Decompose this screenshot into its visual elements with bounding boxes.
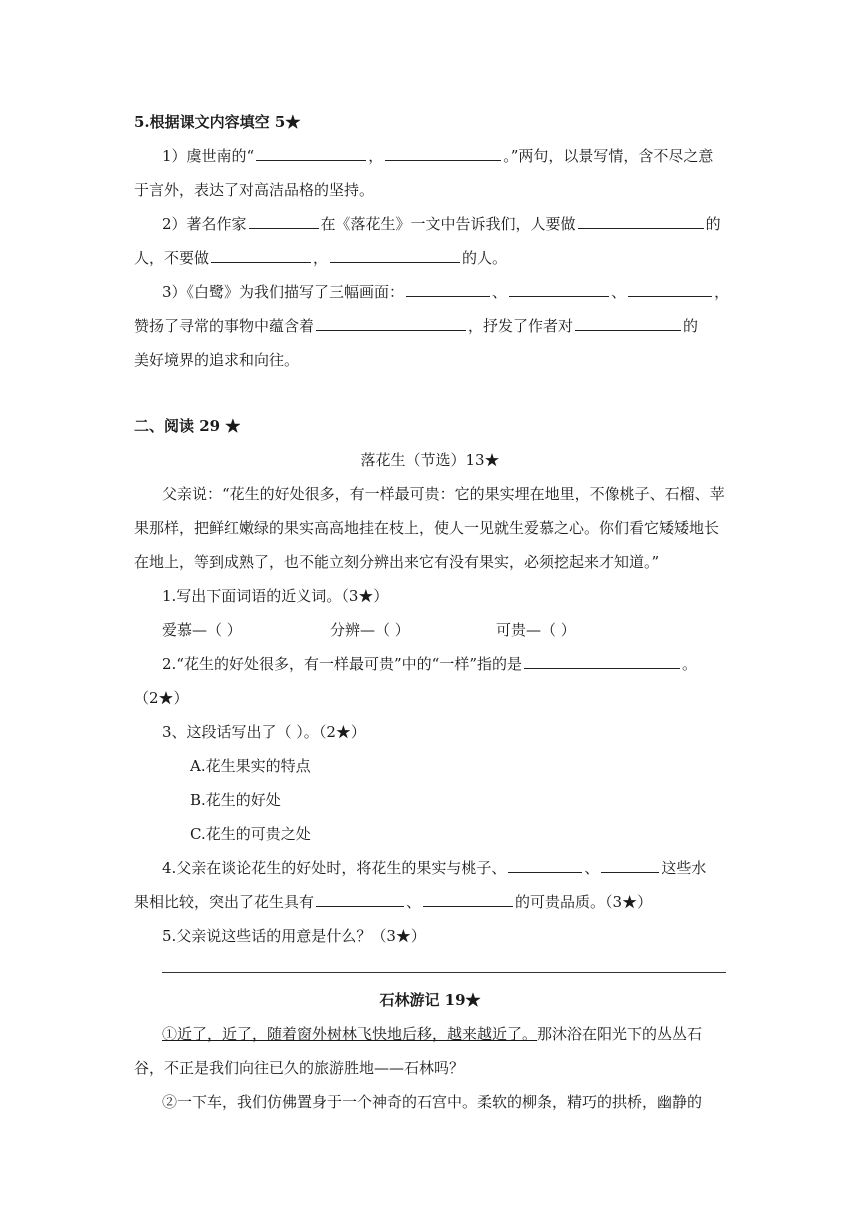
fill-q3-line3: 美好境界的追求和向往。	[134, 351, 300, 369]
q2-text: ，	[313, 249, 329, 267]
q3-text: ，	[714, 283, 730, 301]
question-4-line2	[134, 892, 652, 912]
answer-blank[interactable]	[211, 248, 311, 263]
q4-text: 果相比较，突出了花生具有	[134, 893, 315, 911]
q4-text: 、	[584, 859, 600, 877]
q4-text: 4.父亲在谈论花生的好处时，将花生的果实与桃子、	[162, 859, 507, 877]
passage1-line: 父亲说：“花生的好处很多，有一样最可贵：它的果实埋在地里，不像桃子、石榴、苹	[162, 485, 725, 503]
passage1-title: 落花生（节选）13★	[360, 451, 500, 469]
answer-blank[interactable]	[330, 248, 460, 263]
q3-text: 、	[492, 283, 508, 301]
answer-blank[interactable]	[406, 282, 490, 297]
synonym-item: 可贵—（ ）	[496, 621, 576, 639]
question-1: 1.写出下面词语的近义词。（3★）	[162, 587, 389, 605]
question-5: 5.父亲说这些话的用意是什么？（3★）	[162, 927, 426, 945]
synonym-item: 分辨—（ ）	[330, 621, 410, 639]
q2-text: 的	[705, 215, 721, 233]
answer-blank[interactable]	[316, 316, 466, 331]
option-b[interactable]: B.花生的好处	[190, 791, 281, 809]
answer-blank[interactable]	[578, 214, 704, 229]
q4-text: 的可贵品质。（3★）	[515, 893, 653, 911]
option-c[interactable]: C.花生的可贵之处	[190, 825, 311, 843]
section-5-title: 5.根据课文内容填空 5★	[134, 113, 301, 131]
q1-text: 。”两句，以景写情，含不尽之意	[503, 147, 714, 165]
passage2-line: ②一下车，我们仿佛置身于一个神奇的石宫中。柔软的柳条，精巧的拱桥，幽静的	[162, 1093, 703, 1111]
q2-text: 2）著名作家	[162, 215, 247, 233]
q2-text: 。	[682, 655, 698, 673]
answer-blank[interactable]	[628, 282, 712, 297]
q2-text: 在《落花生》一文中告诉我们，人要做	[320, 215, 576, 233]
q3-text: 3）《白鹭》为我们描写了三幅画面：	[162, 283, 405, 301]
answer-blank[interactable]	[256, 146, 366, 161]
passage2-line	[162, 1024, 702, 1044]
answer-blank[interactable]	[575, 316, 681, 331]
q2-text: 的人。	[462, 249, 508, 267]
question-2-score: （2★）	[134, 689, 189, 707]
fill-q3-line2	[134, 316, 698, 336]
q1-text: ，	[368, 147, 384, 165]
passage2-line: 谷，不正是我们向往已久的旅游胜地——石林吗？	[134, 1059, 465, 1077]
q3-text: 、	[611, 283, 627, 301]
question-4	[162, 858, 706, 878]
fill-q3-line1	[162, 282, 729, 302]
q4-text: 、	[406, 893, 422, 911]
fill-q1-line2: 于言外，表达了对高洁品格的坚持。	[134, 181, 375, 199]
option-a[interactable]: A.花生果实的特点	[190, 757, 311, 775]
passage1-line: 在地上，等到成熟了，也不能立刻分辨出来它有没有果实，必须挖起来才知道。”	[134, 553, 660, 571]
q3-text: 赞扬了寻常的事物中蕴含着	[134, 317, 315, 335]
question-3: 3、这段话写出了（ ）。（2★）	[162, 723, 366, 741]
q2-text: 人，不要做	[134, 249, 210, 267]
fill-q1-line1	[162, 146, 713, 166]
q1-text: 1）虞世南的“	[162, 147, 255, 165]
passage2-text: 那沐浴在阳光下的丛丛石	[537, 1025, 703, 1043]
answer-blank[interactable]	[509, 282, 609, 297]
underlined-sentence: ①近了，近了，随着窗外树林飞快地后移，越来越近了。	[162, 1025, 538, 1043]
synonym-item: 爱慕—（ ）	[162, 621, 242, 639]
q3-text: ，抒发了作者对	[468, 317, 574, 335]
answer-blank[interactable]	[249, 214, 319, 229]
fill-q2-line2	[134, 248, 507, 268]
q4-text: 这些水	[661, 859, 707, 877]
passage1-line: 果那样，把鲜红嫩绿的果实高高地挂在枝上，使人一见就生爱慕之心。你们看它矮矮地长	[134, 519, 720, 537]
q2-text: 2.“花生的好处很多，有一样最可贵”中的“一样”指的是	[162, 655, 522, 673]
reading-heading: 二、阅读 29 ★	[134, 417, 241, 435]
q3-text: 的	[683, 317, 699, 335]
passage2-title: 石林游记 19★	[379, 991, 481, 1009]
fill-q2-line1	[162, 214, 721, 234]
answer-blank[interactable]	[385, 146, 501, 161]
answer-blank[interactable]	[601, 858, 659, 873]
answer-line[interactable]	[162, 972, 726, 973]
question-2	[162, 654, 697, 674]
answer-blank[interactable]	[524, 654, 680, 669]
answer-blank[interactable]	[423, 892, 513, 907]
answer-blank[interactable]	[508, 858, 582, 873]
answer-blank[interactable]	[316, 892, 404, 907]
